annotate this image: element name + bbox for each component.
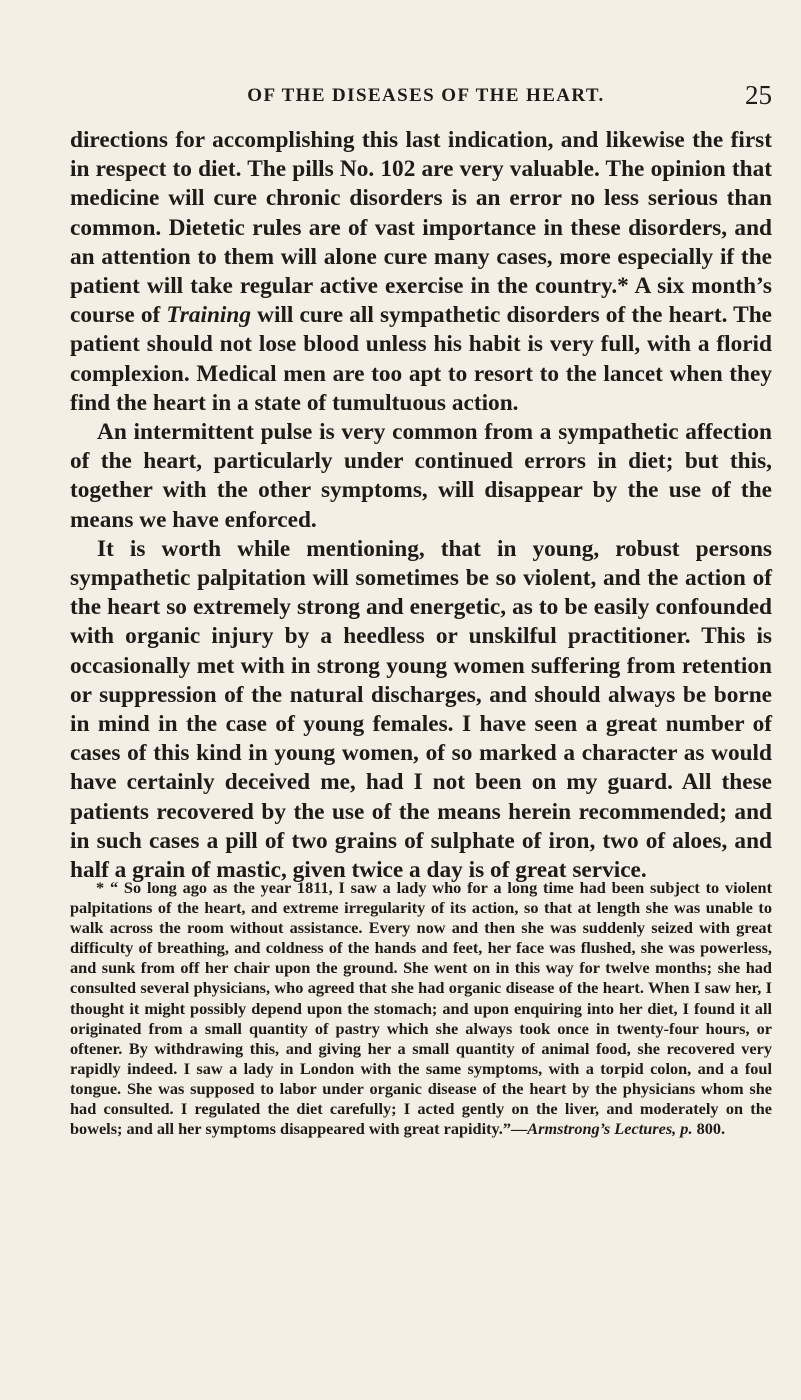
running-head bbox=[62, 80, 772, 118]
paragraph-directions-text-a: directions for accomplishing this last indication, and likewise the first in respect to diet. The pills No. 102 are very valuable. The opinion that medicine will cure chronic disorders is an error no less serious than common. Dietetic rules are of vast importance in these disorders, and an attention to them will alone cure many cases, more especially if the patient will take regular active exercise in the country.* A six month’s course of bbox=[70, 127, 772, 329]
footnote-page: 800. bbox=[692, 1119, 726, 1139]
footnote-text: “ So long ago as the year 1811, I saw a lady who for a long time had been subject to violent palpitations of the heart, and extreme irregularity of its action, so that at length she was unable to walk across the room without assistance. Every now and then she was suddenly seized with great difficulty of breathing, and coldness of the hands and feet, her face was flushed, she was powerless, and sunk from off her chair upon the ground. She went on in this way for twelve months; she had consulted several physicians, who agreed that she had organic disease of the heart. When I saw her, I thought it might possibly depend upon the stomach; and upon enquiring into her diet, I found it all originated from a small quantity of pastry which she always took once in twenty-four hours, or oftener. By withdrawing this, and giving her a small quantity of animal food, she recovered very rapidly indeed. I saw a lady in London with the same symptoms, with a torpid colon, and a foul tongue. She was supposed to labor under organic disease of the heart by the physicians whom she had consulted. I regulated the diet carefully; I acted gently on the liver, and moderately on the bowels; and all her symptoms disappeared with great rapidity.”— bbox=[70, 878, 772, 1139]
main-text bbox=[70, 126, 772, 885]
paragraph-directions-text-b: will cure all sympathetic disorders of the heart. The patient should not lose blood unless his habit is very full, with a florid complexion. Medical men are too apt to resort to the lancet when they find the heart in a state of tumultuous action. bbox=[70, 302, 772, 416]
paragraph-intermittent-pulse: An intermittent pulse is very common from a sympathetic affection of the heart, particularly under continued errors in diet; but this, together with the other symptoms, will disappear by the use of the means we have enforced. bbox=[70, 419, 772, 533]
footnote-marker: * bbox=[96, 878, 110, 897]
training-emphasis: Training bbox=[166, 302, 251, 329]
page-number: 25 bbox=[745, 80, 772, 110]
paragraph-robust-persons: It is worth while mentioning, that in young, robust persons sympathetic palpitation will sometimes be so violent, and the action of the heart so extremely strong and energetic, as to be easily confounded with organic injury by a heedless or unskilful practitioner. This is occasionally met with in strong young women suffering from retention or suppression of the natural discharges, and should always be borne in mind in the case of young females. I have seen a great number of cases of this kind in young women, of so marked a character as would have certainly deceived me, had I not been on my guard. All these patients recovered by the use of the means herein recommended; and in such cases a pill of two grains of sulphate of iron, two of aloes, and half a grain of mastic, given twice a day is of great service. bbox=[70, 535, 772, 884]
running-title: OF THE DISEASES OF THE HEART. bbox=[247, 85, 605, 106]
footnote bbox=[70, 878, 772, 1139]
footnote-source: Armstrong’s Lectures, p. bbox=[527, 1119, 693, 1139]
paragraph-directions bbox=[70, 126, 772, 418]
